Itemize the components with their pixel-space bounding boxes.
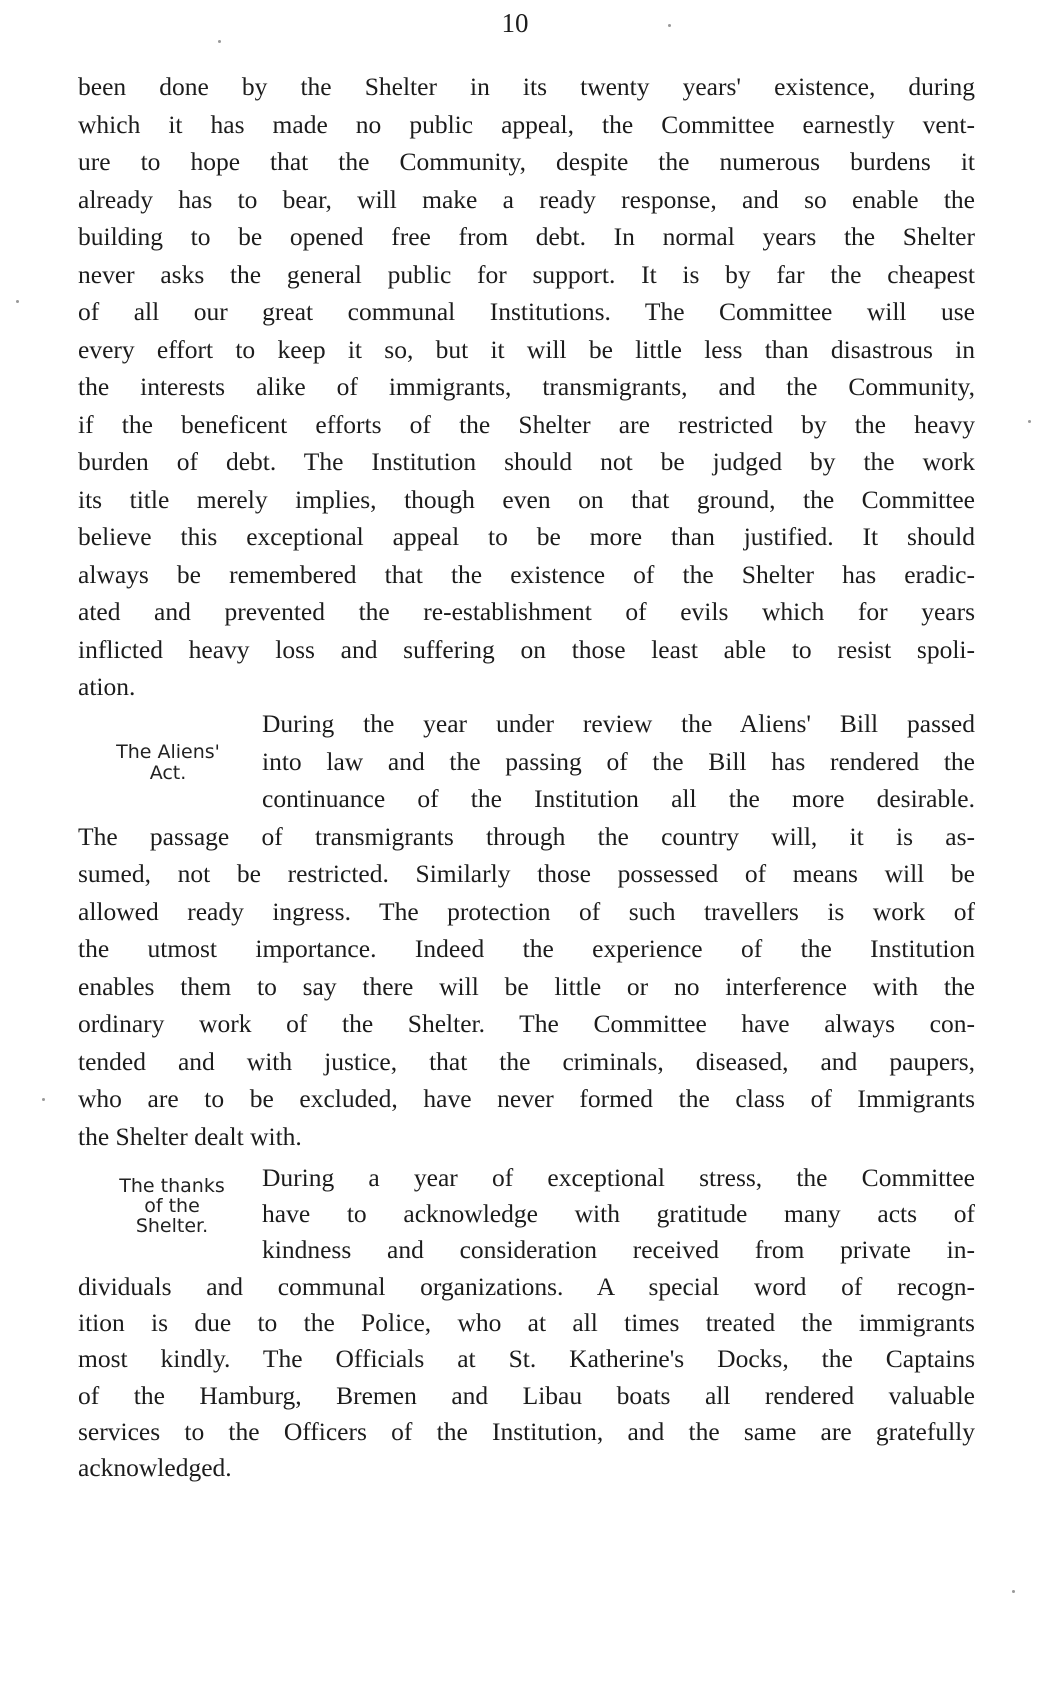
body-line: During the year under review the Aliens' Bill passed: [262, 709, 975, 738]
body-line: the utmost importance. Indeed the experience of the Institution: [78, 934, 975, 963]
body-line: tended and with justice, that the criminals, diseased, and paupers,: [78, 1047, 975, 1076]
body-line: most kindly. The Officials at St. Katherine's Docks, the Captains: [78, 1344, 975, 1373]
body-line: burden of debt. The Institution should not be judged by the work: [78, 447, 975, 476]
body-line: believe this exceptional appeal to be more than justified. It should: [78, 522, 975, 551]
body-line: acknowledged.: [78, 1453, 232, 1482]
body-line: who are to be excluded, have never formed the class of Immigrants: [78, 1084, 975, 1113]
body-line: enables them to say there will be little or no interference with the: [78, 972, 975, 1001]
body-line: ure to hope that the Community, despite the numerous burdens it: [78, 147, 975, 176]
body-line: every effort to keep it so, but it will be little less than disastrous in: [78, 335, 975, 364]
body-line: of all our great communal Institutions. The Committee will use: [78, 297, 975, 326]
body-line: kindness and consideration received from private in-: [262, 1235, 975, 1264]
scan-speck: [218, 40, 221, 43]
scan-speck: [668, 24, 671, 27]
body-line: already has to bear, will make a ready response, and so enable the: [78, 185, 975, 214]
body-line: ated and prevented the re-establishment of evils which for years: [78, 597, 975, 626]
margin-note-thanks-line3: Shelter.: [135, 1215, 209, 1237]
scan-speck: [42, 1098, 45, 1101]
body-line: ation.: [78, 672, 136, 701]
body-line: building to be opened free from debt. In normal years the Shelter: [78, 222, 975, 251]
margin-note-aliens-act-line2: Act.: [149, 762, 187, 784]
body-line: The passage of transmigrants through the country will, it is as-: [78, 822, 975, 851]
body-line: dividuals and communal organizations. A special word of recogn-: [78, 1272, 975, 1301]
body-line: into law and the passing of the Bill has rendered the: [262, 747, 975, 776]
body-line: have to acknowledge with gratitude many acts of: [262, 1199, 975, 1228]
scan-speck: [1028, 420, 1031, 423]
body-line: if the beneficent efforts of the Shelter are restricted by the heavy: [78, 410, 975, 439]
body-line: the interests alike of immigrants, transmigrants, and the Community,: [78, 372, 975, 401]
body-line: which it has made no public appeal, the Committee earnestly vent-: [78, 110, 975, 139]
body-line: never asks the general public for support. It is by far the cheapest: [78, 260, 975, 289]
body-line: services to the Officers of the Institution, and the same are gratefully: [78, 1417, 975, 1446]
scan-speck: [1012, 1590, 1015, 1593]
body-line: sumed, not be restricted. Similarly those possessed of means will be: [78, 859, 975, 888]
margin-note-thanks-line2: of the: [144, 1195, 200, 1217]
body-line: continuance of the Institution all the more desirable.: [262, 784, 975, 813]
body-line: the Shelter dealt with.: [78, 1122, 302, 1151]
scan-speck: [16, 300, 19, 303]
body-line: of the Hamburg, Bremen and Libau boats all rendered valuable: [78, 1381, 975, 1410]
page-number: 10: [501, 8, 529, 38]
margin-note-aliens-act-line1: The Aliens': [116, 741, 220, 763]
body-line: During a year of exceptional stress, the Committee: [262, 1163, 975, 1192]
margin-note-thanks-line1: The thanks: [119, 1175, 225, 1197]
body-line: allowed ready ingress. The protection of such travellers is work of: [78, 897, 975, 926]
body-line: ition is due to the Police, who at all times treated the immigrants: [78, 1308, 975, 1337]
body-line: always be remembered that the existence of the Shelter has eradic-: [78, 560, 975, 589]
body-line: been done by the Shelter in its twenty years' existence, during: [78, 72, 975, 101]
body-line: ordinary work of the Shelter. The Committee have always con-: [78, 1009, 975, 1038]
body-line: its title merely implies, though even on that ground, the Committee: [78, 485, 975, 514]
body-line: inflicted heavy loss and suffering on those least able to resist spoli-: [78, 635, 975, 664]
